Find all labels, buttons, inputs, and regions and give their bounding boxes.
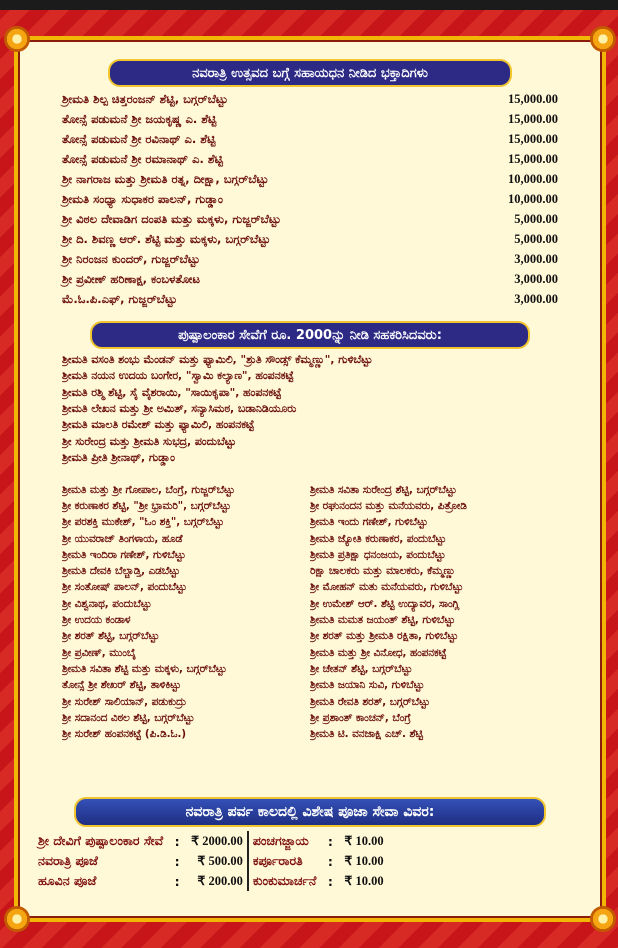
donor-amount: 10,000.00: [508, 191, 558, 206]
donor-row: [62, 169, 558, 189]
lamp-icon: [590, 906, 616, 932]
list-item: ಶ್ರೀ ಸದಾನಂದ ವಿಠಲ ಶೆಟ್ಟಿ, ಬಗ್ಗರ್‌ಬೆಟ್ಟು: [62, 711, 195, 724]
list-item: ಶ್ರೀ ಸುರೇಶ್ ಹಂಪನಕಟ್ಟೆ (ಪಿ.ಡಿ.ಓ.): [62, 728, 187, 741]
donor-name: ಶ್ರೀ ದಿ. ಶಿವಣ್ಣ ಆರ್. ಶೆಟ್ಟಿ ಮತ್ತು ಮಕ್ಕಳು, ಬಗ್ಗರ್‌ಬೆಟ್ಟು: [62, 231, 271, 246]
services-table: [34, 831, 388, 891]
list-item: ಶ್ರೀ ಮೋಹನ್ ಮತು ಮನೆಯವರು, ಗುಳಿಬೆಟ್ಟು: [310, 581, 464, 594]
lamp-icon: [590, 26, 616, 52]
list-item: ಶ್ರೀಮತಿ ನಯನ ಉದಯ ಬಂಗೇರ, "ಸ್ವಾಮಿ ಕಲ್ಯಾಣ", ಹಂಪನಕಟ್ಟೆ: [62, 369, 294, 383]
table-row: ಹೂವಿನ ಪೂಜೆ : ₹ 200.00 ಕುಂಕುಮಾರ್ಚನೆ : ₹ 10.00: [34, 871, 388, 891]
list-item: ರಿಕ್ಷಾ ಚಾಲಕರು ಮತ್ತು ಮಾಲಕರು, ಕೆಮ್ಮಣ್ಣು: [310, 565, 456, 578]
flower-donors-full: [62, 352, 558, 466]
donor-amount: 3,000.00: [514, 291, 558, 306]
donor-name: ತೋನ್ಸೆ ಪಡುಮನೆ ಶ್ರೀ ರವಿನಾಥ್ ಎ. ಶೆಟ್ಟಿ: [62, 131, 216, 146]
list-item: ಶ್ರೀ ಸಂತೋಷ್ ಪಾಲನ್, ಪಂದುಬೆಟ್ಟು: [62, 581, 187, 594]
donor-row: [62, 269, 558, 289]
left-column: [62, 482, 310, 743]
poster-frame: [14, 36, 606, 922]
donor-name: ಮೆ.ಓ.ಪಿ.ಎಫ್, ಗುಜ್ಜರ್‌ಬೆಟ್ಟು: [62, 291, 177, 306]
list-item: ತೋನ್ಸೆ ಶ್ರೀ ಶೇಖರ್ ಶೆಟ್ಟಿ, ತಾಳಿಕಿಟ್ಟು: [62, 679, 181, 692]
donor-row: [62, 89, 558, 109]
donor-row: [62, 209, 558, 229]
list-item: ಶ್ರೀಮತಿ ಪ್ರತಿಕ್ಷಾ ಧನಂಜಯ, ಪಂದುಬೆಟ್ಟು: [310, 548, 446, 561]
list-item: ಶ್ರೀಮತಿ ಇಂದಿರಾ ಗಣೇಶ್, ಗುಳಿಬೆಟ್ಟು: [62, 548, 186, 561]
list-item: ಶ್ರೀ ವಿಶ್ವನಾಥ, ಪಂದುಬೆಟ್ಟು: [62, 597, 152, 610]
list-item: ಶ್ರೀಮತಿ ಜ್ಯೋತಿ ಕರುಣಾಕರ, ಪಂದುಬೆಟ್ಟು: [310, 532, 447, 545]
donor-amount: 15,000.00: [508, 91, 558, 106]
list-item: ಶ್ರೀ ಚೇತನ್ ಶೆಟ್ಟಿ, ಬಗ್ಗರ್‌ಬೆಟ್ಟು: [310, 662, 413, 675]
list-item: ಶ್ರೀ ಪ್ರವೀಣ್, ಮುಂಬೈ: [62, 646, 137, 659]
donor-amount: 10,000.00: [508, 171, 558, 186]
service-name: ಶ್ರೀ ದೇವಿಗೆ ಪುಷ್ಪಾಲಂಕಾರ ಸೇವೆ: [38, 833, 164, 848]
list-item: ಶ್ರೀ ಶರತ್ ಶೆಟ್ಟಿ, ಬಗ್ಗರ್‌ಬೆಟ್ಟು: [62, 630, 160, 643]
donor-list: [62, 89, 558, 309]
donor-name: ಶ್ರೀ ವಿಠಲ ದೇವಾಡಿಗ ದಂಪತಿ ಮತ್ತು ಮಕ್ಕಳು, ಗುಜ್ಜರ್‌ಬೆಟ್ಟು: [62, 211, 281, 226]
list-item: ಶ್ರೀಮತಿ ಜಯಾನಿ ಸುವಿ, ಗುಳಿಬೆಟ್ಟು: [310, 679, 425, 692]
donor-amount: 3,000.00: [514, 251, 558, 266]
table-row: ಶ್ರೀ ದೇವಿಗೆ ಪುಷ್ಪಾಲಂಕಾರ ಸೇವೆ : ₹ 2000.00 ಪಂಚಗಜ್ಜಾಯ : ₹ 10.00: [34, 831, 388, 851]
donor-amount: 5,000.00: [514, 231, 558, 246]
list-item: ಶ್ರೀ ಯುವರಾಜ್ ತಿಂಗಳಾಯ, ಹೂಡೆ: [62, 532, 183, 545]
donor-row: [62, 109, 558, 129]
service-price: ₹ 2000.00: [187, 831, 248, 851]
service-name: ನವರಾತ್ರಿ ಪೂಜೆ: [38, 853, 98, 868]
donor-row: [62, 229, 558, 249]
donor-amount: 5,000.00: [514, 211, 558, 226]
list-item: ಶ್ರೀಮತಿ ರಶ್ಮಿ ಶೆಟ್ಟಿ, ಸೈ ವೈಶರಾಯಿ, "ಸಾಯಿಕೃಪಾ", ಹಂಪನಕಟ್ಟೆ: [62, 385, 282, 399]
service-price: ₹ 10.00: [344, 854, 384, 868]
donor-name: ತೋನ್ಸೆ ಪಡುಮನೆ ಶ್ರೀ ರಮಾನಾಥ್ ಎ. ಶೆಟ್ಟಿ: [62, 151, 223, 166]
donor-amount: 15,000.00: [508, 111, 558, 126]
donor-name: ಶ್ರೀ ನಾಗರಾಜ ಮತ್ತು ಶ್ರೀಮತಿ ರತ್ನ, ದೀಕ್ಷಾ, ಬಗ್ಗರ್‌ಬೆಟ್ಟು: [62, 171, 269, 186]
list-item: ಶ್ರೀಮತಿ ಸವಿತಾ ಶೆಟ್ಟಿ ಮತ್ತು ಮಕ್ಕಳು, ಬಗ್ಗರ್‌ಬೆಟ್ಟು: [62, 662, 227, 675]
service-name: ಹೂವಿನ ಪೂಜೆ: [38, 873, 97, 888]
list-item: ಶ್ರೀಮತಿ ರೇವತಿ ಶರತ್, ಬಗ್ಗರ್‌ಬೆಟ್ಟು: [310, 695, 430, 708]
table-row: ನವರಾತ್ರಿ ಪೂಜೆ : ₹ 500.00 ಕರ್ಪೂರಾರತಿ : ₹ 10.00: [34, 851, 388, 871]
flower-donors-columns: [62, 482, 558, 743]
donor-name: ತೋನ್ಸೆ ಪಡುಮನೆ ಶ್ರೀ ಜಯಕೃಷ್ಣ ಎ. ಶೆಟ್ಟಿ: [62, 111, 217, 126]
list-item: ಶ್ರೀ ಶರತ್ ಮತ್ತು ಶ್ರೀಮತಿ ರಕ್ಷಿತಾ, ಗುಳಿಬೆಟ್ಟು: [310, 630, 459, 643]
list-item: ಶ್ರೀಮತಿ ಸವಿತಾ ಸುರೇಂದ್ರ ಶೆಟ್ಟಿ, ಬಗ್ಗರ್‌ಬೆಟ್ಟು: [310, 483, 457, 496]
donor-row: [62, 289, 558, 309]
list-item: ಶ್ರೀ ಪರಶಕ್ತಿ ಮುಕೇಶ್, "ಓಂ ಶಕ್ತಿ", ಬಗ್ಗರ್‌ಬೆಟ್ಟು: [62, 516, 224, 529]
list-item: ಶ್ರೀ ಸುರೇಂದ್ರ ಮತ್ತು ಶ್ರೀಮತಿ ಸುಭದ್ರ, ಪಂದುಬೆಟ್ಟು: [62, 434, 237, 448]
list-item: ಶ್ರೀಮತಿ ಇಂದು ಗಣೇಶ್, ಗುಳಿಬೆಟ್ಟು: [310, 516, 428, 529]
lamp-icon: [4, 906, 30, 932]
list-item: ಶ್ರೀ ಉಮೇಶ್ ಆರ್. ಶೆಟ್ಟಿ ಉದ್ಯಾವರ, ಸಾಂಗ್ಲಿ: [310, 597, 460, 610]
donor-row: [62, 149, 558, 169]
donor-amount: 15,000.00: [508, 151, 558, 166]
list-item: ಶ್ರೀಮತಿ ಲೇಖನ ಮತ್ತು ಶ್ರೀ ಅಮಿತ್, ಸನ್ಯಾಸಿಮಠ, ಬಡಾನಿಡಿಯೂರು: [62, 402, 297, 416]
service-name: ಪಂಚಗಜ್ಜಾಯ: [252, 833, 309, 848]
list-item: ಶ್ರೀಮತಿ ಮಮತ ಜಯಂತ್ ಶೆಟ್ಟಿ, ಗುಳಿಬೆಟ್ಟು: [310, 614, 456, 627]
list-item: ಶ್ರೀಮತಿ ಟಿ. ವನಜಾಕ್ಷಿ ಎಚ್. ಶೆಟ್ಟಿ: [310, 728, 424, 741]
list-item: ಶ್ರೀಮತಿ ಮಾಲತಿ ರಮೇಶ್ ಮತ್ತು ಫ್ಯಾಮಿಲಿ, ಹಂಪನಕಟ್ಟೆ: [62, 418, 255, 432]
list-item: ಶ್ರೀ ರಘುನಂದನ ಮತ್ತು ಮನೆಯವರು, ಪಿತ್ರೋಡಿ: [310, 499, 467, 512]
right-column: [310, 482, 558, 743]
donor-row: [62, 129, 558, 149]
list-item: ಶ್ರೀಮತಿ ಮತ್ತು ಶ್ರೀ ವಿನೋಧ, ಹಂಪನಕಟ್ಟೆ: [310, 646, 447, 659]
list-item: ಶ್ರೀಮತಿ ಪ್ರೀತಿ ಶ್ರೀನಾಥ್, ಗುಡ್ಡಾಂ: [62, 450, 175, 464]
donors-heading: ನವರಾತ್ರಿ ಉತ್ಸವದ ಬಗ್ಗೆ ಸಹಾಯಧನ ನೀಡಿದ ಭಕ್ತಾದಿಗಳು: [108, 59, 512, 87]
service-name: ಕುಂಕುಮಾರ್ಚನೆ: [252, 873, 317, 888]
donor-name: ಶ್ರೀ ನಿರಂಜನ ಕುಂದರ್, ಗುಜ್ಜರ್‌ಬೆಟ್ಟು: [62, 251, 200, 266]
donor-amount: 3,000.00: [514, 271, 558, 286]
service-name: ಕರ್ಪೂರಾರತಿ: [252, 853, 303, 868]
list-item: ಶ್ರೀ ಕರುಣಾಕರ ಶೆಟ್ಟಿ, "ಶ್ರೀ ಭ್ರಾಮರಿ", ಬಗ್ಗರ್‌ಬೆಟ್ಟು: [62, 499, 231, 512]
service-price: ₹ 10.00: [344, 834, 384, 848]
donor-row: [62, 249, 558, 269]
list-item: ಶ್ರೀ ಪ್ರಶಾಂತ್ ಕಾಂಚನ್, ಬೆಂಗ್ರೆ: [310, 711, 411, 724]
list-item: ಶ್ರೀ ಉದಯ ಕಂಡಾಳ: [62, 614, 131, 627]
donor-name: ಶ್ರೀಮತಿ ಸಂಧ್ಯಾ ಸುಧಾಕರ ಪಾಲನ್, ಗುಡ್ಡಾಂ: [62, 191, 223, 206]
donor-row: [62, 189, 558, 209]
services-heading: ನವರಾತ್ರಿ ಪರ್ವ ಕಾಲದಲ್ಲಿ ವಿಶೇಷ ಪೂಜಾ ಸೇವಾ ವಿವರ:: [74, 797, 546, 827]
service-price: ₹ 10.00: [344, 874, 384, 888]
donor-amount: 15,000.00: [508, 131, 558, 146]
donor-name: ಶ್ರೀ ಪ್ರವೀಣ್ ಹರಿಣಾಕ್ಷ, ಕಂಬಳತೋಟ: [62, 271, 201, 286]
service-price: ₹ 500.00: [187, 851, 248, 871]
list-item: ಶ್ರೀಮತಿ ದೇವಕಿ ಬೆಲ್ಚಾಡ್ತಿ, ಎಡಬೆಟ್ಟು: [62, 565, 180, 578]
list-item: ಶ್ರೀಮತಿ ವಸಂತಿ ಶಂಭು ಮೆಂಡನ್ ಮತ್ತು ಫ್ಯಾಮಿಲಿ, "ಶ್ರುತಿ ಸೌಂಡ್ಸ್ ಕೆಮ್ಮಣ್ಣು", ಗುಳಿಬೆಟ್ಟು: [62, 353, 373, 367]
lamp-icon: [4, 26, 30, 52]
service-price: ₹ 200.00: [187, 871, 248, 891]
list-item: ಶ್ರೀಮತಿ ಮತ್ತು ಶ್ರೀ ಗೋಪಾಲ, ಬೆಂಗ್ರೆ, ಗುಜ್ಜರ್‌ಬೆಟ್ಟು: [62, 483, 235, 496]
list-item: ಶ್ರೀ ಸುರೇಶ್ ಸಾಲಿಯಾನ್, ಪಡುಕುದ್ರು: [62, 695, 187, 708]
donor-name: ಶ್ರೀಮತಿ ಶಿಲ್ಪ ಚಿತ್ತರಂಜನ್ ಶೆಟ್ಟಿ, ಬಗ್ಗರ್‌ಬೆಟ್ಟು: [62, 91, 228, 106]
flower-section-heading: ಪುಷ್ಪಾಲಂಕಾರ ಸೇವೆಗೆ ರೂ. 2000ನ್ನು ನೀಡಿ ಸಹಕರಿಸಿದವರು:: [90, 321, 530, 349]
